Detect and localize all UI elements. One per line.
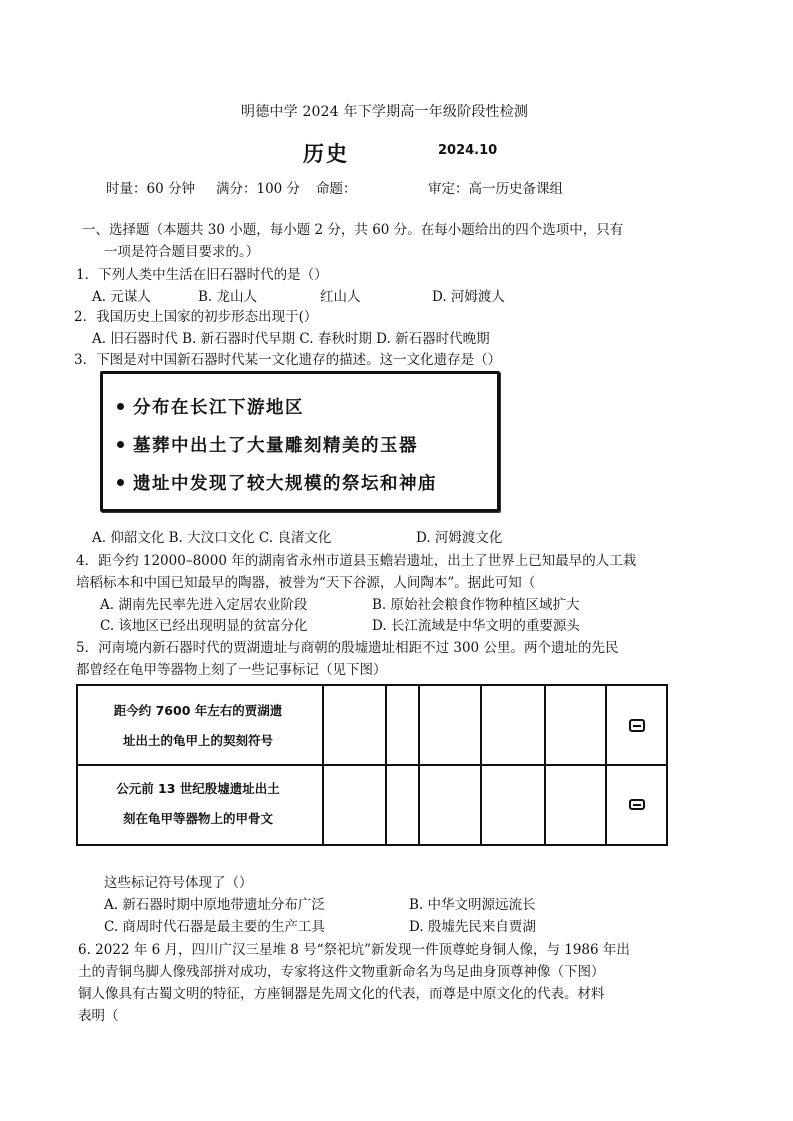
table-divider — [480, 686, 482, 844]
table-divider — [544, 686, 546, 844]
table-divider — [322, 686, 324, 844]
q1-option-d: D. 河姆渡人 — [432, 289, 505, 305]
table-row-yinxu-line1: 公元前 13 世纪殷墟遗址出土 — [116, 781, 280, 796]
bullet-icon — [117, 403, 124, 410]
q3-figure-item-text: 遗址中发现了较大规模的祭坛和神庙 — [133, 474, 437, 494]
q6-stem-line3: 铜人像具有古蜀文明的特征，方座铜器是先周文化的代表，而尊是中原文化的代表。材料 — [78, 986, 605, 1002]
q3-figure — [100, 371, 500, 512]
table-row-yinxu-line2: 刻在龟甲等器物上的甲骨文 — [122, 811, 273, 826]
q2-options: A. 旧石器时代 B. 新石器时代早期 C. 春秋时期 D. 新石器时代晚期 — [92, 331, 490, 347]
section-instruction-line1: 一、选择题（本题共 30 小题，每小题 2 分，共 60 分。在每小题给出的四个选项中，只有 — [82, 222, 624, 238]
q4-option-c: C. 该地区已经出现明显的贫富分化 — [100, 618, 308, 634]
q5-option-b: B. 中华文明源远流长 — [409, 897, 536, 913]
exam-date: 2024.10 — [438, 143, 498, 158]
table-row-jiahu-line1: 距今约 7600 年左右的贾湖遗 — [113, 703, 283, 718]
subject-title: 历史 — [303, 141, 349, 166]
q6-stem-line4: 表明（ — [78, 1008, 119, 1024]
q5-stem-line1: 5．河南境内新石器时代的贾湖遗址与商朝的殷墟遗址相距不过 300 公里。两个遗址的先民 — [76, 640, 619, 656]
q3-stem: 3．下图是对中国新石器时代某一文化遗存的描述。这一文化遗存是（） — [74, 352, 502, 368]
q4-option-d: D. 长江流域是中华文明的重要源头 — [372, 618, 580, 634]
score-info: 满分：100 分 — [216, 181, 301, 197]
q4-stem-line2: 培稻标本和中国已知最早的陶器，被誉为“天下谷源，人间陶本”。据此可知（ — [76, 575, 536, 591]
table-row-jiahu-line2: 址出土的龟甲上的契刻符号 — [122, 733, 273, 748]
q5-followup: 这些标记符号体现了（） — [104, 875, 253, 891]
q4-stem-line1: 4．距今约 12000–8000 年的湖南省永州市道县玉蟾岩遗址，出土了世界上已知最早的人工栽 — [76, 553, 637, 569]
q3-figure-item — [117, 394, 304, 419]
table-divider — [605, 686, 607, 844]
jiahu-symbol-icon — [629, 719, 645, 732]
q3-figure-item-text: 墓葬中出土了大量雕刻精美的玉器 — [133, 436, 418, 456]
author-info: 命题： — [316, 181, 357, 197]
q5-option-c: C. 商周时代石器是最主要的生产工具 — [104, 919, 325, 935]
oracle-symbol-icon — [629, 799, 645, 810]
q3-option-d: D. 河姆渡文化 — [416, 530, 503, 546]
section-instruction-line2: 一项是符合题目要求的。） — [104, 244, 260, 260]
bullet-icon — [117, 441, 124, 448]
q5-option-a: A. 新石器时期中原地带遗址分布广泛 — [104, 897, 325, 913]
q3-figure-item — [117, 432, 418, 457]
q4-option-b: B. 原始社会粮食作物种植区域扩大 — [372, 597, 580, 613]
school-title: 明德中学 2024 年下学期高一年级阶段性检测 — [241, 104, 529, 120]
q1-option-a: A. 元谋人 — [92, 289, 151, 305]
q3-options: A. 仰韶文化 B. 大汶口文化 C. 良渚文化 — [92, 530, 332, 546]
q1-option-c: 红山人 — [320, 289, 361, 305]
q6-stem-line1: 6. 2022 年 6 月，四川广汉三星堆 8 号“祭祀坑”新发现一件顶尊蛇身铜人像，与 1986 年出 — [78, 942, 630, 958]
q5-option-d: D. 殷墟先民来自贾湖 — [409, 919, 536, 935]
reviewer-info: 审定：高一历史备课组 — [428, 181, 563, 197]
q5-comparison-table — [76, 684, 668, 846]
table-divider — [418, 686, 420, 844]
q5-stem-line2: 都曾经在龟甲等器物上刻了一些记事标记（见下图） — [76, 662, 387, 678]
q4-option-a: A. 湖南先民率先进入定居农业阶段 — [100, 597, 308, 613]
q2-stem: 2．我国历史上国家的初步形态出现于(） — [74, 309, 318, 325]
q3-figure-item-text: 分布在长江下游地区 — [133, 398, 304, 418]
q1-stem: 1．下列人类中生活在旧石器时代的是（） — [76, 267, 328, 283]
q6-stem-line2: 土的青铜鸟脚人像残部拼对成功，专家将这件文物重新命名为鸟足曲身顶尊神像（下图） — [78, 964, 605, 980]
table-divider — [78, 764, 666, 766]
q1-option-b: B. 龙山人 — [198, 289, 258, 305]
table-divider — [385, 686, 387, 844]
time-info: 时量：60 分钟 — [106, 181, 195, 197]
q3-figure-item — [117, 470, 437, 495]
bullet-icon — [117, 479, 124, 486]
